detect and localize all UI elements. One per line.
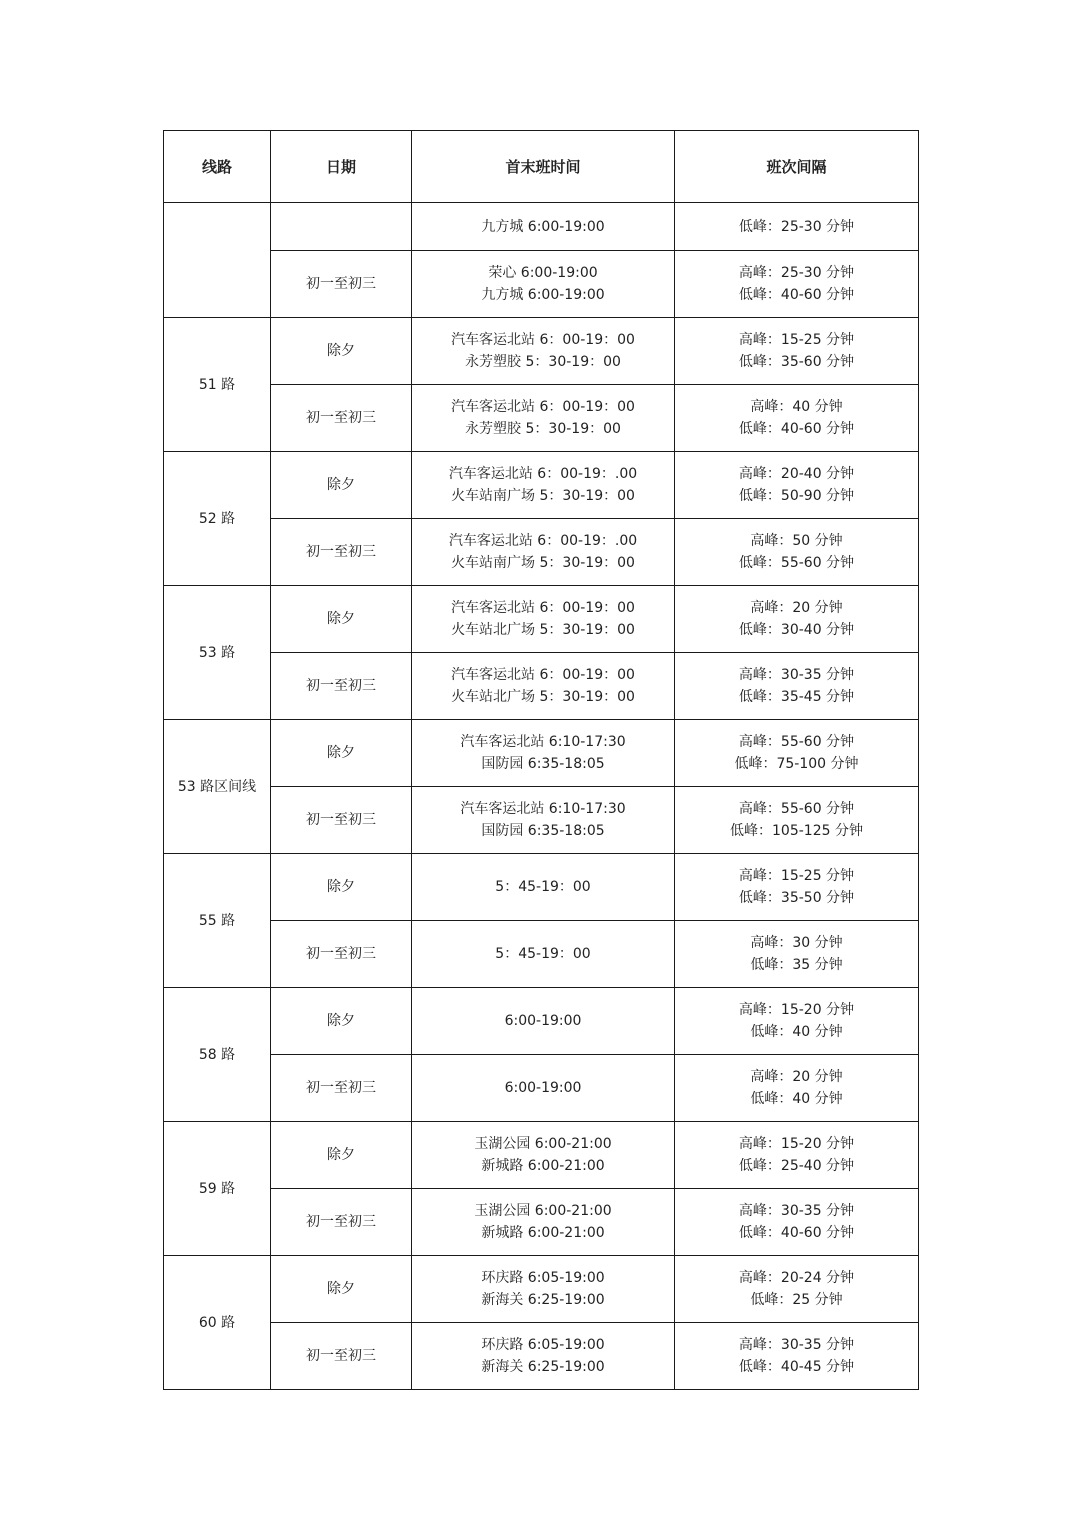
interval-cell [675, 1055, 919, 1122]
interval-cell [675, 787, 919, 854]
interval-line: 低峰：40 分钟 [750, 1091, 843, 1107]
header-interval: 班次间隔 [675, 131, 919, 203]
interval-cell [675, 1122, 919, 1189]
table-row [164, 586, 919, 653]
time-line: 国防园 6:35-18:05 [481, 823, 605, 839]
interval-line: 高峰：50 分钟 [750, 533, 843, 549]
time-line: 汽车客运北站 6：00-19：00 [451, 332, 635, 348]
route-cell: 52 路 [164, 452, 271, 586]
interval-line: 高峰：30-35 分钟 [738, 1203, 855, 1219]
interval-cell [675, 586, 919, 653]
interval-line: 高峰：20 分钟 [750, 600, 843, 616]
interval-cell [675, 1323, 919, 1390]
time-cell [412, 787, 675, 854]
header-date: 日期 [271, 131, 412, 203]
time-cell [412, 988, 675, 1055]
time-line: 6:00-19:00 [504, 1080, 582, 1096]
time-line: 九方城 6:00-19:00 [481, 218, 605, 235]
interval-cell [675, 988, 919, 1055]
route-cell: 53 路 [164, 586, 271, 720]
time-line: 汽车客运北站 6：00-19：.00 [448, 533, 638, 549]
interval-line: 低峰：25-30 分钟 [738, 218, 855, 235]
time-cell [412, 921, 675, 988]
interval-line: 低峰：40-45 分钟 [738, 1359, 855, 1375]
interval-cell [675, 854, 919, 921]
time-cell [412, 1122, 675, 1189]
interval-line: 高峰：20 分钟 [750, 1069, 843, 1085]
time-cell [412, 720, 675, 787]
time-line: 汽车客运北站 6：00-19：00 [451, 399, 635, 415]
date-cell [271, 203, 412, 251]
interval-line: 低峰：35-60 分钟 [738, 354, 855, 370]
date-cell: 初一至初三 [271, 385, 412, 452]
date-cell: 除夕 [271, 452, 412, 519]
interval-line: 高峰：15-20 分钟 [738, 1002, 855, 1018]
time-line: 玉湖公园 6:00-21:00 [474, 1203, 612, 1219]
table-row [164, 988, 919, 1055]
time-line: 5：45-19：00 [495, 879, 591, 895]
interval-line: 高峰：30 分钟 [750, 935, 843, 951]
interval-cell [675, 203, 919, 251]
interval-cell [675, 452, 919, 519]
time-cell [412, 1256, 675, 1323]
interval-line: 高峰：20-24 分钟 [738, 1270, 855, 1286]
time-line: 国防园 6:35-18:05 [481, 756, 605, 772]
time-line: 永芳塑胶 5：30-19：00 [465, 421, 621, 437]
route-cell: 55 路 [164, 854, 271, 988]
time-cell [412, 1189, 675, 1256]
route-cell: 58 路 [164, 988, 271, 1122]
header-row [164, 131, 919, 203]
table-row [164, 1323, 919, 1390]
interval-line: 低峰：55-60 分钟 [738, 555, 855, 571]
schedule-body [164, 203, 919, 1390]
interval-line: 低峰：105-125 分钟 [730, 823, 863, 839]
table-row [164, 1256, 919, 1323]
interval-cell [675, 720, 919, 787]
time-cell [412, 586, 675, 653]
interval-line: 高峰：15-20 分钟 [738, 1136, 855, 1152]
interval-line: 高峰：55-60 分钟 [738, 734, 855, 750]
date-cell: 除夕 [271, 586, 412, 653]
time-line: 火车站北广场 5：30-19：00 [451, 689, 635, 705]
time-line: 火车站南广场 5：30-19：00 [451, 488, 635, 504]
date-cell: 初一至初三 [271, 921, 412, 988]
interval-line: 低峰：35 分钟 [750, 957, 843, 973]
date-cell: 初一至初三 [271, 1189, 412, 1256]
time-cell [412, 251, 675, 318]
time-line: 新城路 6:00-21:00 [481, 1158, 605, 1174]
table-row [164, 203, 919, 251]
bus-schedule-table [163, 130, 919, 1390]
interval-cell [675, 519, 919, 586]
route-cell [164, 203, 271, 318]
table-row [164, 318, 919, 385]
time-line: 火车站北广场 5：30-19：00 [451, 622, 635, 638]
time-line: 汽车客运北站 6：00-19：.00 [448, 466, 638, 482]
time-line: 汽车客运北站 6:10-17:30 [460, 734, 626, 750]
date-cell: 初一至初三 [271, 787, 412, 854]
time-line: 环庆路 6:05-19:00 [481, 1270, 605, 1286]
interval-cell [675, 921, 919, 988]
interval-line: 低峰：35-45 分钟 [738, 689, 855, 705]
date-cell: 除夕 [271, 854, 412, 921]
date-cell: 初一至初三 [271, 1323, 412, 1390]
time-cell [412, 519, 675, 586]
interval-line: 高峰：15-25 分钟 [738, 868, 855, 884]
interval-line: 高峰：15-25 分钟 [738, 332, 855, 348]
time-line: 火车站南广场 5：30-19：00 [451, 555, 635, 571]
time-line: 6:00-19:00 [504, 1013, 582, 1029]
time-cell [412, 1055, 675, 1122]
time-line: 环庆路 6:05-19:00 [481, 1337, 605, 1353]
interval-line: 低峰：40-60 分钟 [738, 421, 855, 437]
interval-line: 低峰：35-50 分钟 [738, 890, 855, 906]
time-line: 新海关 6:25-19:00 [481, 1292, 605, 1308]
interval-line: 高峰：30-35 分钟 [738, 1337, 855, 1353]
interval-line: 高峰：20-40 分钟 [738, 466, 855, 482]
interval-line: 低峰：40 分钟 [750, 1024, 843, 1040]
interval-line: 低峰：30-40 分钟 [738, 622, 855, 638]
route-cell: 53 路区间线 [164, 720, 271, 854]
table-row [164, 1189, 919, 1256]
table-row [164, 854, 919, 921]
table-row [164, 653, 919, 720]
table-row [164, 787, 919, 854]
table-row [164, 519, 919, 586]
interval-cell [675, 318, 919, 385]
time-line: 永芳塑胶 5：30-19：00 [465, 354, 621, 370]
time-line: 汽车客运北站 6：00-19：00 [451, 667, 635, 683]
date-cell: 除夕 [271, 318, 412, 385]
time-line: 九方城 6:00-19:00 [481, 287, 605, 303]
time-line: 汽车客运北站 6:10-17:30 [460, 801, 626, 817]
time-line: 5：45-19：00 [495, 946, 591, 962]
route-cell: 51 路 [164, 318, 271, 452]
route-cell: 59 路 [164, 1122, 271, 1256]
interval-cell [675, 1189, 919, 1256]
interval-line: 低峰：25 分钟 [750, 1292, 843, 1308]
interval-line: 高峰：55-60 分钟 [738, 801, 855, 817]
date-cell: 除夕 [271, 1256, 412, 1323]
interval-line: 低峰：40-60 分钟 [738, 287, 855, 303]
time-line: 新城路 6:00-21:00 [481, 1225, 605, 1241]
interval-cell [675, 251, 919, 318]
date-cell: 除夕 [271, 1122, 412, 1189]
interval-line: 高峰：25-30 分钟 [738, 265, 855, 281]
interval-line: 高峰：40 分钟 [750, 399, 843, 415]
interval-cell [675, 385, 919, 452]
table-row [164, 385, 919, 452]
header-first-last-time: 首末班时间 [412, 131, 675, 203]
time-cell [412, 1323, 675, 1390]
date-cell: 除夕 [271, 720, 412, 787]
interval-line: 低峰：50-90 分钟 [738, 488, 855, 504]
table-row [164, 452, 919, 519]
table-row [164, 251, 919, 318]
time-line: 新海关 6:25-19:00 [481, 1359, 605, 1375]
interval-line: 低峰：40-60 分钟 [738, 1225, 855, 1241]
time-line: 玉湖公园 6:00-21:00 [474, 1136, 612, 1152]
time-cell [412, 318, 675, 385]
time-cell [412, 385, 675, 452]
date-cell: 初一至初三 [271, 653, 412, 720]
table-row [164, 921, 919, 988]
interval-cell [675, 653, 919, 720]
table-row [164, 1122, 919, 1189]
interval-line: 低峰：75-100 分钟 [734, 756, 859, 772]
table-row [164, 1055, 919, 1122]
interval-line: 低峰：25-40 分钟 [738, 1158, 855, 1174]
table-row [164, 720, 919, 787]
time-line: 荣心 6:00-19:00 [488, 265, 598, 281]
date-cell: 除夕 [271, 988, 412, 1055]
time-cell [412, 452, 675, 519]
date-cell: 初一至初三 [271, 519, 412, 586]
date-cell: 初一至初三 [271, 251, 412, 318]
time-cell [412, 653, 675, 720]
header-route: 线路 [164, 131, 271, 203]
time-cell [412, 203, 675, 251]
route-cell: 60 路 [164, 1256, 271, 1390]
date-cell: 初一至初三 [271, 1055, 412, 1122]
time-cell [412, 854, 675, 921]
interval-line: 高峰：30-35 分钟 [738, 667, 855, 683]
interval-cell [675, 1256, 919, 1323]
time-line: 汽车客运北站 6：00-19：00 [451, 600, 635, 616]
